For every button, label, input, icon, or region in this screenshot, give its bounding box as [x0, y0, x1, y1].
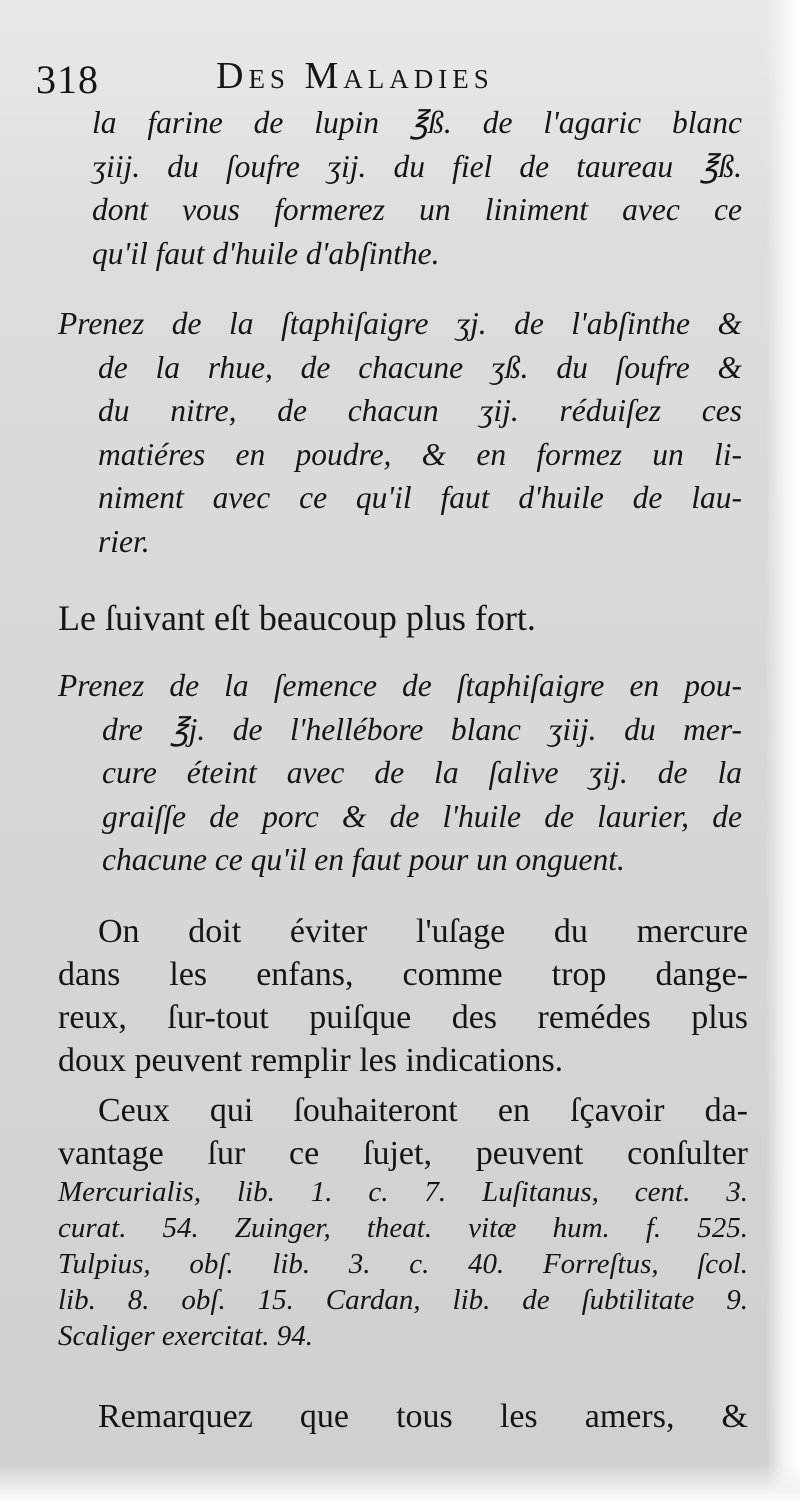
text-line: du nitre, de chacun ʒij. réduiſez ces — [98, 393, 742, 428]
text-line: qu'il faut d'huile d'abſinthe. — [92, 235, 440, 271]
page-bottom-shadow — [0, 1463, 800, 1503]
text-line: doux peuvent remplir les indications. — [58, 1042, 564, 1079]
page-header — [36, 50, 736, 102]
paragraph-mercury-warning — [58, 910, 748, 1082]
section-heading — [58, 596, 738, 640]
references-list — [58, 1174, 748, 1354]
text-line: de la rhue, de chacune ʒß. du ſoufre & — [98, 349, 742, 385]
recipe-stronger — [58, 664, 742, 882]
text-line: graiſſe de porc & de l'huile de laurier, de — [102, 798, 742, 834]
text-line: ʒiij. du ſoufre ʒij. du fiel de taureau ℥ß. — [92, 148, 742, 184]
recipe-staphisaigre — [58, 302, 742, 563]
text-line: dont vous formerez un liniment avec ce — [92, 192, 742, 227]
text-line: On doit éviter l'uſage du mercure — [98, 913, 748, 950]
text-line: cure éteint avec de la ſalive ʒij. de la — [102, 755, 742, 790]
text-line: niment avec ce qu'il faut d'huile de lau- — [98, 480, 742, 515]
text-line: dans les enfans, comme trop dange- — [58, 956, 748, 993]
text-line: reux, ſur-tout puiſque des remédes plus — [58, 999, 748, 1036]
paragraph-bitter-remark — [58, 1395, 748, 1438]
recipe-continuation — [92, 101, 742, 275]
text-line: matiéres en poudre, & en formez un li- — [98, 436, 742, 472]
text-line: rier. — [98, 523, 150, 559]
running-head: Des Maladies — [216, 55, 494, 97]
text-line: Remarquez que tous les amers, & — [98, 1398, 748, 1435]
heading-text: Le ſuivant eſt beaucoup plus fort. — [58, 598, 536, 638]
reference-line: Tulpius, obſ. lib. 3. c. 40. Forreſtus, ſcol. — [58, 1248, 748, 1280]
reference-line: Scaliger exercitat. 94. — [58, 1320, 314, 1352]
reference-line: curat. 54. Zuinger, theat. vitæ hum. f. 525. — [58, 1212, 748, 1244]
text-line: dre ℥j. de l'hellébore blanc ʒiij. du mer- — [102, 711, 742, 747]
text-line: Prenez de la ſtaphiſaigre ʒj. de l'abſinthe & — [58, 306, 742, 341]
text-line: la farine de lupin ℥ß. de l'agaric blanc — [92, 105, 742, 140]
text-line: Prenez de la ſemence de ſtaphiſaigre en pou- — [58, 668, 742, 703]
reference-line: lib. 8. obſ. 15. Cardan, lib. de ſubtilitate 9. — [58, 1284, 748, 1316]
reference-line: Mercurialis, lib. 1. c. 7. Luſitanus, cent. 3. — [58, 1176, 748, 1208]
text-line: vantage ſur ce ſujet, peuvent conſulter — [58, 1135, 748, 1172]
text-line: chacune ce qu'il en faut pour un onguent. — [102, 842, 625, 877]
paragraph-further-reading — [58, 1089, 748, 1175]
text-line: Ceux qui ſouhaiteront en ſçavoir da- — [98, 1092, 748, 1129]
page-edge-shadow — [766, 0, 800, 1503]
page-number: 318 — [36, 57, 99, 102]
